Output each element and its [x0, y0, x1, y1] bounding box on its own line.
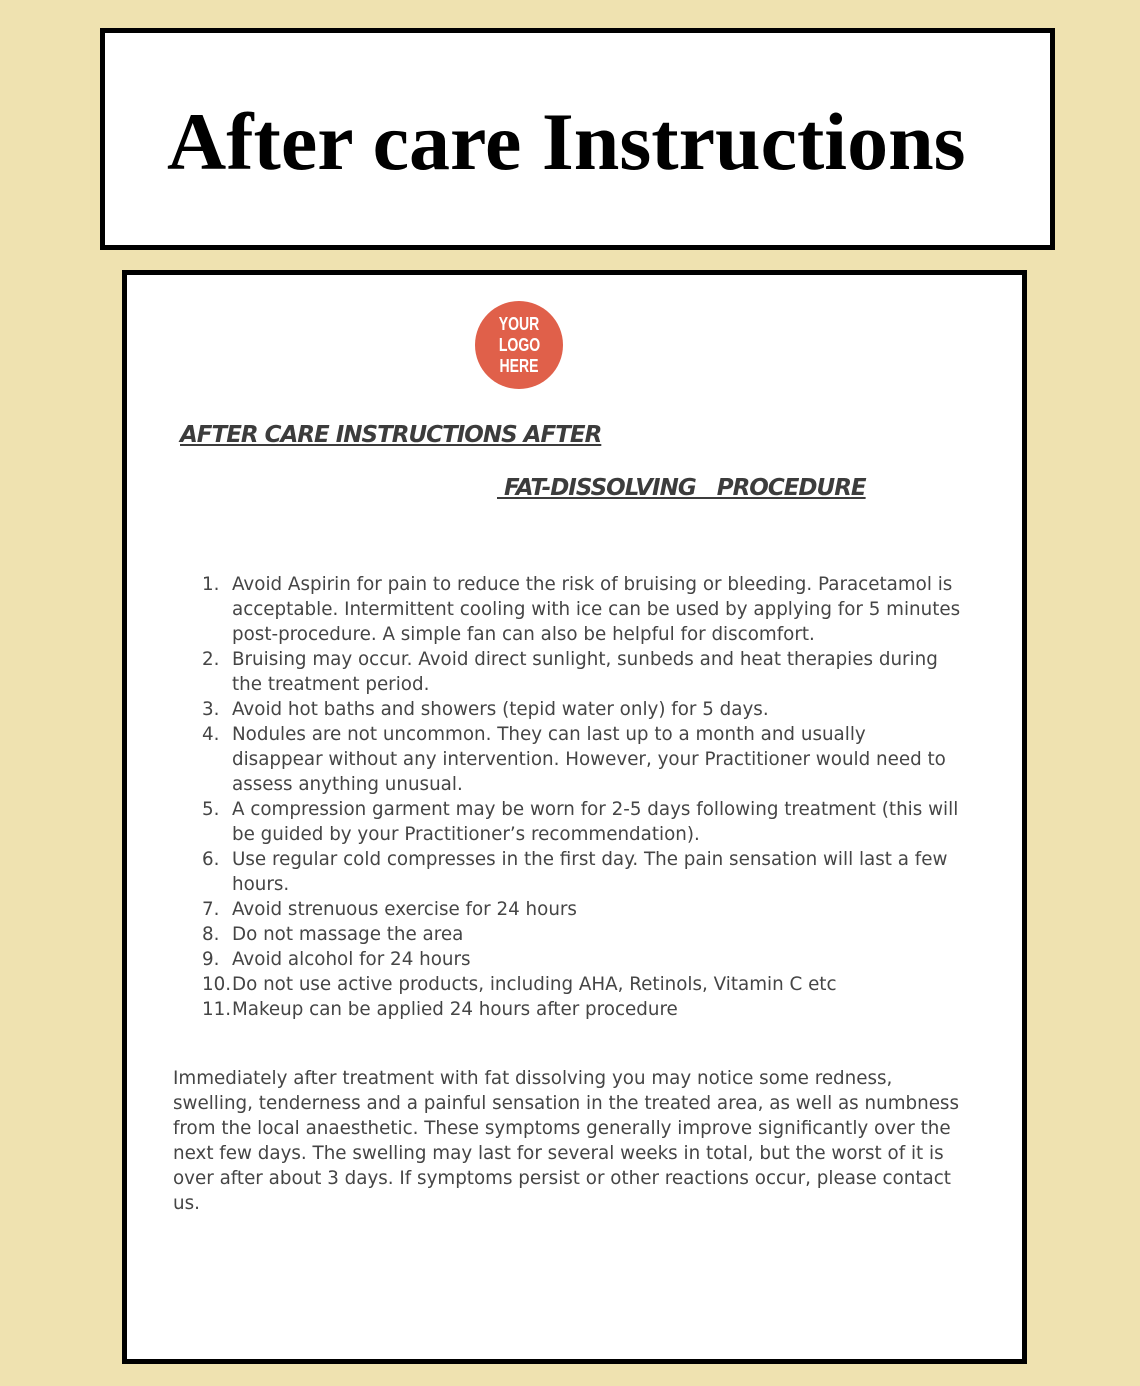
logo-placeholder: [475, 301, 563, 389]
step-item: [202, 647, 962, 697]
step-number: 9.: [202, 949, 220, 970]
step-text: Nodules are not uncommon. They can last up to a month and usually disappear without any intervention. However, your Practitioner would need to assess anything unusual.: [232, 724, 946, 795]
logo-text-line: HERE: [499, 355, 539, 376]
step-text: Avoid Aspirin for pain to reduce the risk of bruising or bleeding. Paracetamol is acceptable. Intermittent cooling with ice can be used by applying for 5 minutes post-procedure. A simple fan can also be helpful for discomfort.: [232, 574, 961, 645]
step-text: Avoid alcohol for 24 hours: [232, 949, 471, 970]
step-item: [202, 847, 962, 897]
step-text: A compression garment may be worn for 2-5 days following treatment (this will be guided by your Practitioner’s recommendation).: [232, 799, 959, 845]
instruction-sheet: [122, 270, 1027, 1364]
step-text: Use regular cold compresses in the first day. The pain sensation will last a few hours.: [232, 849, 948, 895]
step-text: Bruising may occur. Avoid direct sunlight, sunbeds and heat therapies during the treatment period.: [232, 649, 938, 695]
step-number: 11.: [202, 999, 232, 1020]
banner-title: After care Instructions: [167, 96, 966, 187]
step-item: [202, 972, 962, 997]
step-item: [202, 697, 962, 722]
step-text: Avoid hot baths and showers (tepid water only) for 5 days.: [232, 699, 769, 720]
step-item: [202, 722, 962, 797]
step-text: Do not use active products, including AHA, Retinols, Vitamin C etc: [232, 974, 837, 995]
step-number: 2.: [202, 649, 220, 670]
step-number: 7.: [202, 899, 220, 920]
step-number: 5.: [202, 799, 220, 820]
title-banner: [100, 28, 1055, 250]
step-number: 6.: [202, 849, 220, 870]
step-item: [202, 897, 962, 922]
step-number: 4.: [202, 724, 220, 745]
step-number: 8.: [202, 924, 220, 945]
document-heading-line-2: FAT-DISSOLVING PROCEDURE: [497, 475, 866, 501]
step-number: 3.: [202, 699, 220, 720]
closing-paragraph: Immediately after treatment with fat dissolving you may notice some redness, swelling, tenderness and a painful sensation in the treated area, as well as numbness from the local anaesthetic. These symptoms generally improve significantly over the next few days. The swelling may last for several weeks in total, but the worst of it is over after about 3 days. If symptoms persist or other reactions occur, please contact us.: [173, 1068, 959, 1214]
aftercare-steps-list: [202, 572, 962, 1022]
document-heading-line-1: AFTER CARE INSTRUCTIONS AFTER: [180, 422, 602, 448]
step-text: Makeup can be applied 24 hours after procedure: [232, 999, 678, 1020]
step-item: [202, 997, 962, 1022]
step-item: [202, 572, 962, 647]
logo-text-line: YOUR: [498, 313, 540, 334]
step-number: 1.: [202, 574, 220, 595]
step-item: [202, 947, 962, 972]
step-text: Do not massage the area: [232, 924, 464, 945]
step-text: Avoid strenuous exercise for 24 hours: [232, 899, 577, 920]
step-item: [202, 797, 962, 847]
step-item: [202, 922, 962, 947]
logo-text-line: LOGO: [498, 334, 540, 355]
step-number: 10.: [202, 974, 232, 995]
